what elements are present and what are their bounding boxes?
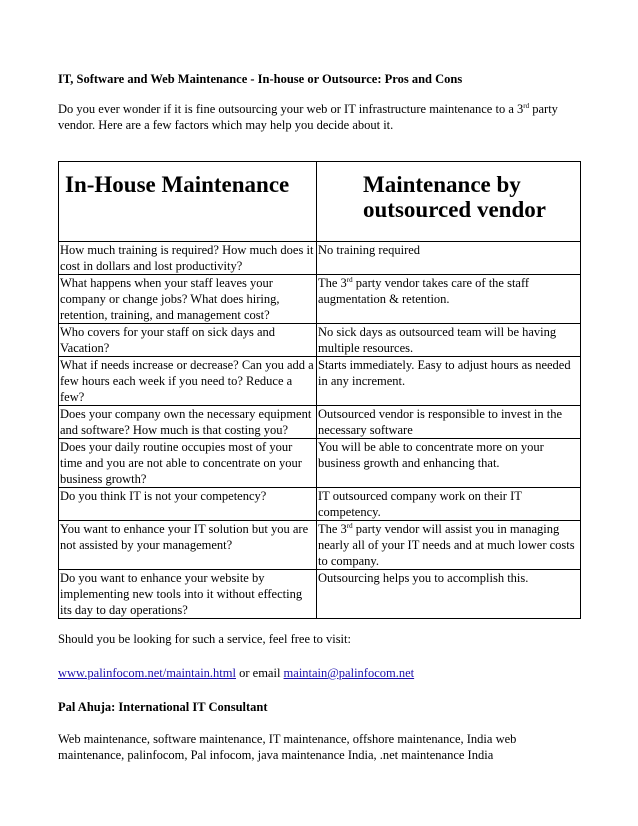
outsourced-text: Outsourced vendor is responsible to invest in the necessary software <box>318 407 563 437</box>
in-house-cell: Do you want to enhance your website by implementing new tools into it without effecting its day to day operations? <box>59 570 317 619</box>
intro-text-1: Do you ever wonder if it is fine outsourcing your web or IT infrastructure maintenance to a 3 <box>58 102 524 116</box>
table-row <box>59 439 581 488</box>
in-house-cell: Does your daily routine occupies most of your time and you are not able to concentrate on your business growth? <box>59 439 317 488</box>
in-house-cell: Who covers for your staff on sick days and Vacation? <box>59 324 317 357</box>
in-house-cell: How much training is required? How much does it cost in dollars and lost productivity? <box>59 242 317 275</box>
outsourced-cell <box>317 357 581 406</box>
header-outsourced: Maintenance by outsourced vendor <box>317 162 581 242</box>
outsourced-cell <box>317 406 581 439</box>
outsourced-text: Starts immediately. Easy to adjust hours as needed in any increment. <box>318 358 571 388</box>
in-house-cell: What if needs increase or decrease? Can you add a few hours each week if you need to? Reduce a few? <box>59 357 317 406</box>
in-house-cell: What happens when your staff leaves your company or change jobs? What does hiring, retention, training, and management cost? <box>59 275 317 324</box>
outsourced-cell <box>317 275 581 324</box>
table-row <box>59 242 581 275</box>
outsourced-cell <box>317 521 581 570</box>
outsourced-cell <box>317 324 581 357</box>
intro-superscript: rd <box>523 101 530 110</box>
outsourced-superscript: rd <box>346 521 353 530</box>
table-row <box>59 357 581 406</box>
in-house-cell: You want to enhance your IT solution but you are not assisted by your management? <box>59 521 317 570</box>
document-title: IT, Software and Web Maintenance - In-house or Outsource: Pros and Cons <box>58 72 463 86</box>
outsourced-text: party vendor will assist you in managing nearly all of your IT needs and at much lower costs to company. <box>318 522 575 568</box>
table-header-row <box>59 162 581 242</box>
outsourced-text: No training required <box>318 243 421 257</box>
intro-paragraph <box>58 101 582 133</box>
outsourced-text: The 3 <box>318 276 347 290</box>
or-email-text: or email <box>235 666 284 680</box>
table-row <box>59 324 581 357</box>
outsourced-text: The 3 <box>318 522 347 536</box>
table-row <box>59 488 581 521</box>
website-link[interactable]: www.palinfocom.net/maintain.html <box>58 666 236 680</box>
visit-text: Should you be looking for such a service, feel free to visit: <box>58 632 351 646</box>
intro-text-2: party vendor. Here are a few factors which may help you decide about it. <box>58 102 558 132</box>
contact-line <box>58 665 582 681</box>
outsourced-text: You will be able to concentrate more on your business growth and enhancing that. <box>318 440 544 470</box>
author-line: Pal Ahuja: International IT Consultant <box>58 700 268 714</box>
outsourced-text: Outsourcing helps you to accomplish this. <box>318 571 529 585</box>
header-in-house: In-House Maintenance <box>59 162 317 242</box>
table-row <box>59 406 581 439</box>
outsourced-cell <box>317 242 581 275</box>
comparison-table <box>58 161 581 619</box>
outsourced-cell <box>317 439 581 488</box>
in-house-cell: Do you think IT is not your competency? <box>59 488 317 521</box>
outsourced-cell <box>317 488 581 521</box>
table-row <box>59 570 581 619</box>
outsourced-text: IT outsourced company work on their IT competency. <box>318 489 522 519</box>
document-page <box>58 72 582 763</box>
outsourced-cell <box>317 570 581 619</box>
outsourced-text: party vendor takes care of the staff augmentation & retention. <box>318 276 530 306</box>
in-house-cell: Does your company own the necessary equipment and software? How much is that costing you? <box>59 406 317 439</box>
table-row <box>59 275 581 324</box>
keywords-paragraph: Web maintenance, software maintenance, IT maintenance, offshore maintenance, India web maintenance, palinfocom, Pal infocom, java maintenance India, .net maintenance India <box>58 732 517 762</box>
outsourced-superscript: rd <box>346 275 353 284</box>
email-link[interactable]: maintain@palinfocom.net <box>283 666 415 680</box>
table-row <box>59 521 581 570</box>
outsourced-text: No sick days as outsourced team will be having multiple resources. <box>318 325 557 355</box>
